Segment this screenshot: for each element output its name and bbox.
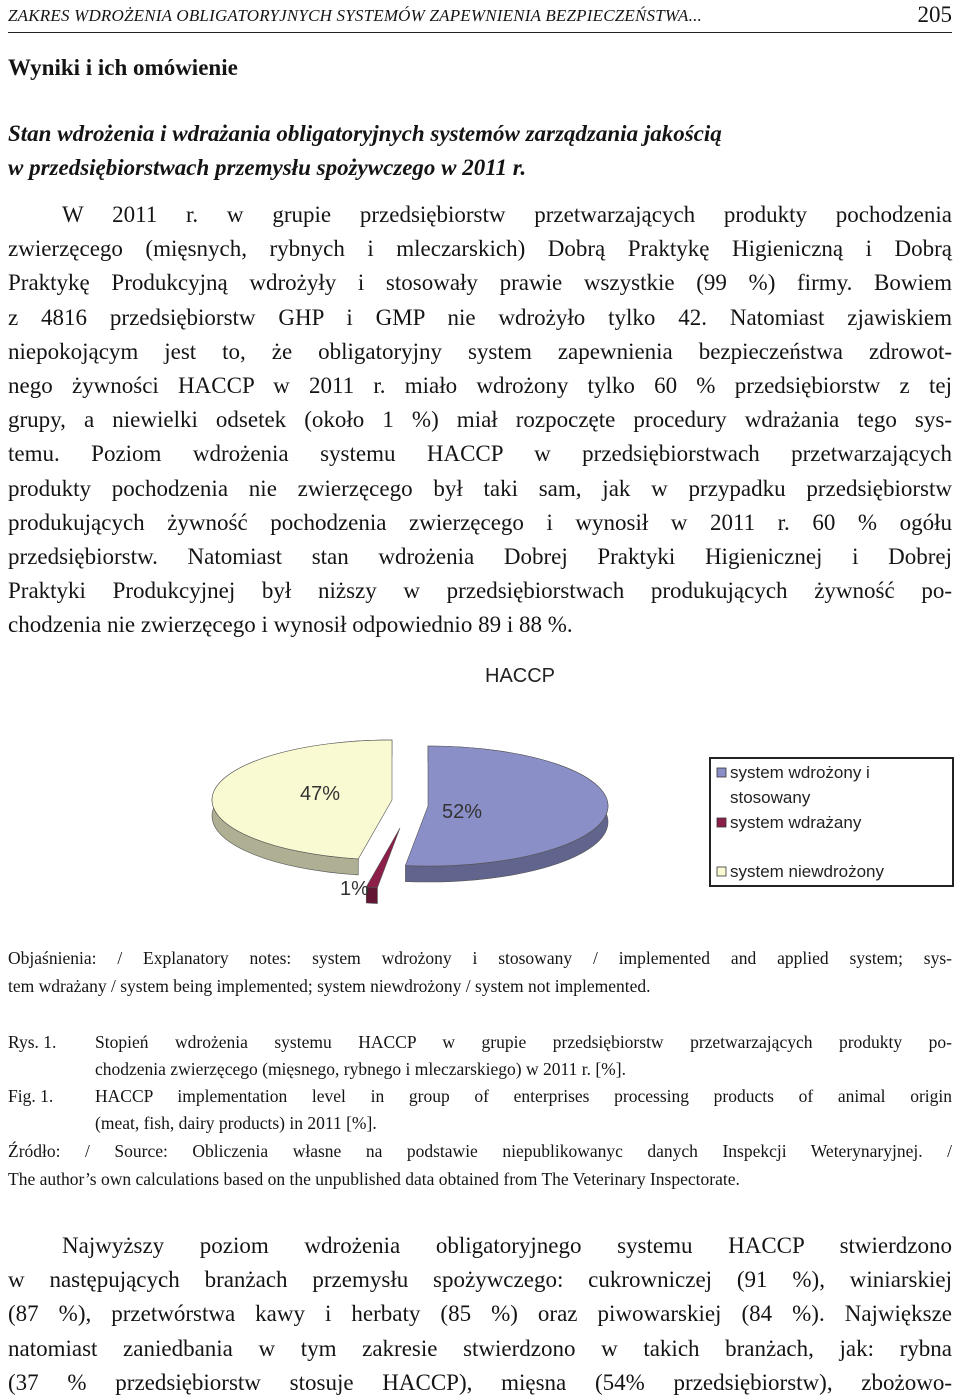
caption-line: HACCP implementation level in group of enterprises processing products of animal origin [95,1086,952,1106]
paragraph-1 [8,198,952,642]
pie-slice [366,828,400,904]
paragraph-line: (37 % przedsiębiorstw stosuje HACCP), mięsna (54% przedsiębiorstw), zbożowo- [8,1369,952,1395]
caption-line: Stopień wdrożenia systemu HACCP w grupie przedsiębiorstw przetwarzających produkty po- [95,1032,952,1052]
pie-slice [212,740,392,875]
paragraph-line: temu. Poziom wdrożenia systemu HACCP w przedsiębiorstwach przetwarzających [8,441,952,467]
paragraph-2 [8,1229,952,1400]
chart-legend [710,758,953,886]
caption-line: chodzenia zwierzęcego (mięsnego, rybnego i mleczarskiego) w 2011 r. [%]. [95,1059,626,1079]
subsection-heading [8,117,952,185]
paragraph-line: (87 %), przetwórstwa kawy i herbaty (85 %) oraz piwowarskiej (84 %). Największe [8,1301,952,1327]
legend-swatch [717,768,726,777]
paragraph-line: nego żywności HACCP w 2011 r. miało wdrożony tylko 60 % przedsiębiorstw z tej [8,372,952,398]
paragraph-line: zwierzęcego (mięsnych, rybnych i mleczarskich) Dobrą Praktykę Higieniczną i Dobrą [8,236,952,262]
paragraph-line: Praktyki Produkcyjnej był niższy w przedsiębiorstwach produkujących żywność po- [8,578,952,604]
paragraph-line: w następujących branżach przemysłu spożywczego: cukrowniczej (91 %), winiarskiej [8,1267,952,1293]
section-heading: Wyniki i ich omówienie [8,55,238,80]
source-line: The author’s own calculations based on the unpublished data obtained from The Veterinary Inspectorate. [8,1169,740,1189]
paragraph-line: Najwyższy poziom wdrożenia obligatoryjnego systemu HACCP stwierdzono [62,1233,952,1258]
paragraph-line: chodzenia nie zwierzęcego i wynosił odpowiednio 89 i 88 %. [8,612,573,638]
running-header-title: ZAKRES WDROŻENIA OBLIGATORYJNYCH SYSTEMÓW ZAPEWNIENIA BEZPIECZEŃSTWA... [8,6,702,25]
pie-slice [405,746,608,882]
figure-label: Fig. 1. [8,1086,54,1106]
subsection-heading-line: Stan wdrożenia i wdrażania obligatoryjnych systemów zarządzania jakością [8,121,722,146]
paragraph-line: natomiast zaniedbania w tym zakresie stwierdzono w takich branżach, jak: rybna [8,1335,952,1361]
paragraph-line: z 4816 przedsiębiorstw GHP i GMP nie wdrożyło tylko 42. Natomiast zjawiskiem [8,304,952,330]
paragraph-line: produkujących żywność pochodzenia zwierzęcego i wynosił w 2011 r. 60 % ogółu [8,509,952,535]
legend-label: stosowany [730,788,811,807]
notes-line: Objaśnienia: / Explanatory notes: system wdrożony i stosowany / implemented and applied system; sys- [8,948,952,968]
paragraph-line: Praktykę Produkcyjną wdrożyły i stosowały prawie wszystkie (99 %) firmy. Bowiem [8,270,952,296]
paragraph-line: niepokojącym jest to, że obligatoryjny system zapewnienia bezpieczeństwa zdrowot- [8,338,952,364]
notes-line: tem wdrażany / system being implemented; system niewdrożony / system not implemented. [8,976,651,996]
legend-swatch [717,818,726,827]
explanatory-notes [8,944,952,1000]
legend-label: system niewdrożony [730,862,885,881]
slice-value-label: 52% [442,801,483,823]
paragraph-line: przedsiębiorstw. Natomiast stan wdrożenia Dobrej Praktyki Higienicznej i Dobrej [8,543,952,569]
chart-title: HACCP [485,665,556,687]
paragraph-line: grupy, a niewielki odsetek (około 1 %) miał rozpoczęte procedury wdrażania tego sys- [8,407,952,433]
paragraph-line: W 2011 r. w grupie przedsiębiorstw przetwarzających produkty pochodzenia [62,202,952,227]
slice-value-label: 47% [300,783,341,805]
slice-value-label: 1% [340,878,369,900]
figure-label: Rys. 1. [8,1032,57,1052]
legend-label: system wdrażany [730,813,862,832]
running-header [8,2,952,33]
source-note [8,1137,952,1193]
source-line: Źródło: / Source: Obliczenia własne na podstawie niepublikowanyc danych Inspekcji Weterynaryjnej. / [8,1141,952,1161]
subsection-heading-line: w przedsiębiorstwach przemysłu spożywczego w 2011 r. [8,155,527,180]
page-number: 205 [917,2,952,27]
legend-label: system wdrożony i [730,763,870,782]
legend-swatch [717,867,726,876]
pie-plot [212,740,608,904]
haccp-pie-chart [190,650,960,935]
caption-line: (meat, fish, dairy products) in 2011 [%]. [95,1113,377,1133]
paragraph-line: produkty pochodzenia nie zwierzęcego był taki sam, jak w przypadku przedsiębiorstw [8,475,952,501]
